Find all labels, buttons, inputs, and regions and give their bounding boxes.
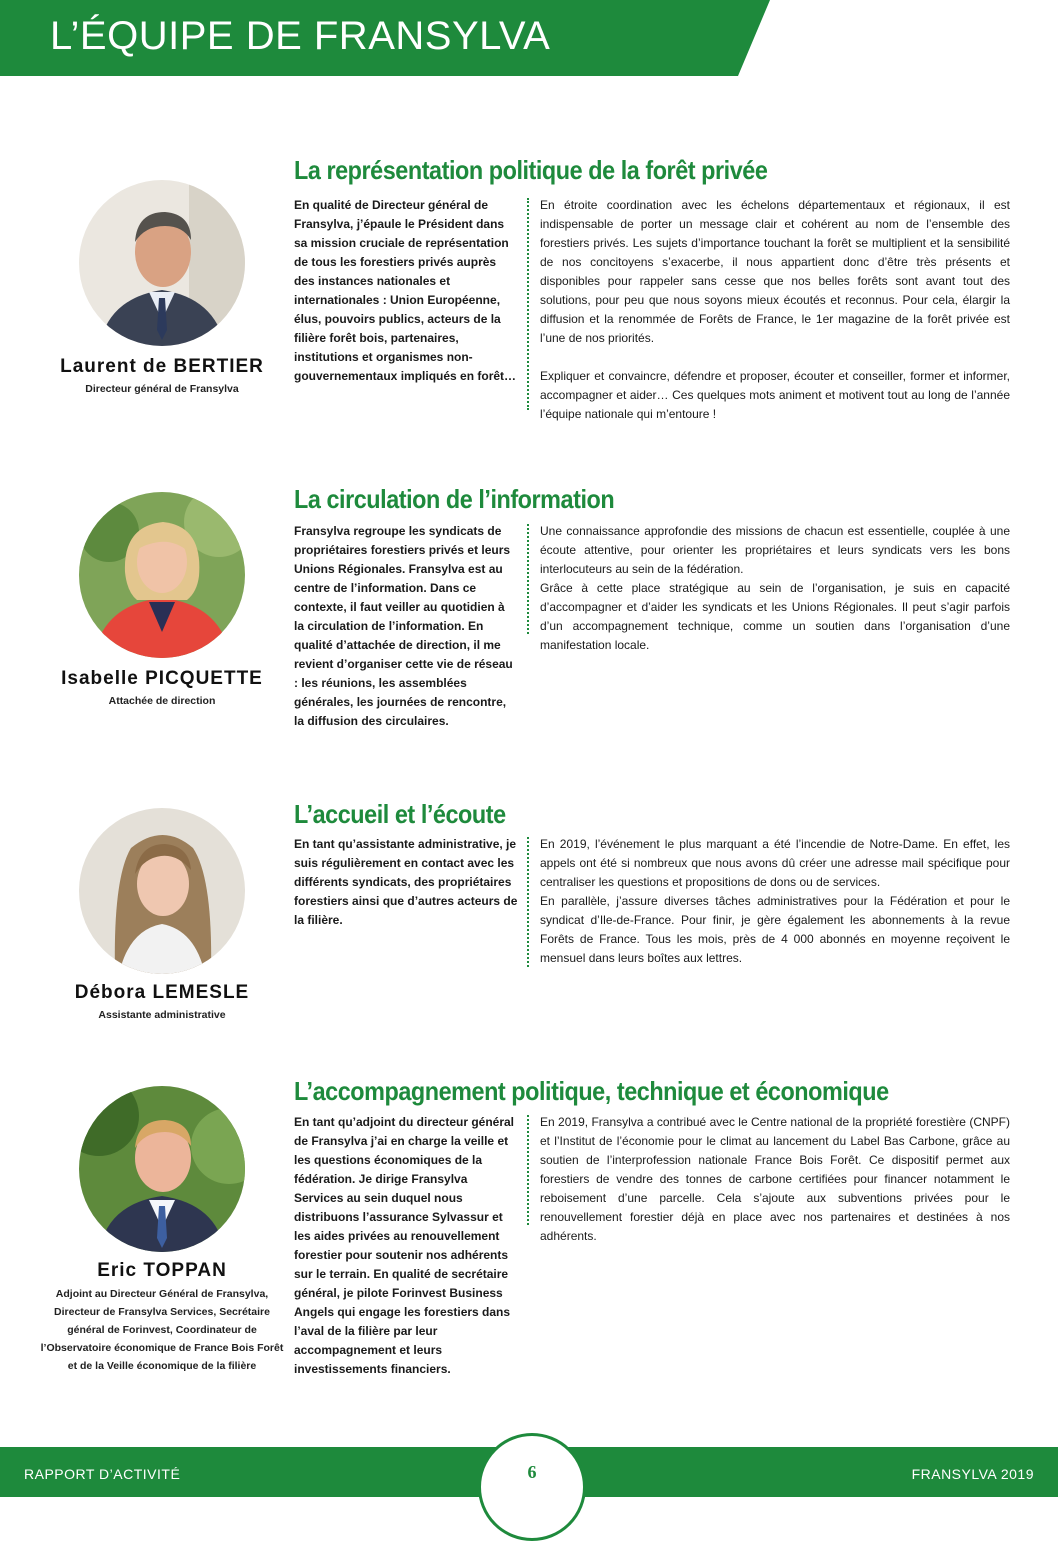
body-text	[540, 835, 1010, 968]
section-title-representation: La représentation politique de la forêt privée	[294, 155, 768, 185]
column-divider	[527, 524, 529, 634]
paragraph: En 2019, Fransylva a contribué avec le Centre national de la propriété forestière (CNPF) et l’Institut de l’économie pour le climat au lancement du Label Bas Carbone, grâce au soutien de l’interprofession nationale France Bois Forêt. Ce dispositif permet aux forestiers de vendre des tonnes de carbone certifiées pour financer notamment le reboisement d’une parcelle. Cela s’ajoute aux subventions privées pour le renouvellement forestier déjà en place avec nos partenaires et destinées à nos adhérents.	[540, 1115, 1010, 1243]
paragraph: Expliquer et convaincre, défendre et proposer, écouter et conseiller, former et informer, accompagner et aider… Ces quelques mots animent et motivent tout au long de l’année l’équipe nationale qui m’entoure !	[540, 369, 1010, 421]
body-text	[540, 1113, 1010, 1246]
footer-report-label: RAPPORT D’ACTIVITÉ	[24, 1466, 181, 1482]
column-divider	[527, 198, 529, 410]
section-title-information: La circulation de l’information	[294, 484, 615, 514]
paragraph: En 2019, l’événement le plus marquant a été l’incendie de Notre-Dame. En effet, les appels ont été si nombreux que nous avons dû créer une adresse mail spécifique pour centraliser les questions et propositions de dons ou de services.	[540, 837, 1010, 889]
lead-text: Fransylva regroupe les syndicats de propriétaires forestiers privés et leurs Unions Régionales. Fransylva est au centre de l’information. Dans ce contexte, il faut veiller au quotidien à la circulation de l’information. En qualité d’attachée de direction, il me revient d’organiser cette vie de réseau : les réunions, les assemblées générales, les journées de rencontre, la diffusion des circulaires.	[294, 524, 513, 728]
person-role: Directeur général de Fransylva	[85, 383, 239, 395]
section-title-accompagnement: L’accompagnement politique, technique et économique	[294, 1076, 889, 1106]
body-text	[540, 522, 1010, 655]
person-name: Laurent de BERTIER	[60, 356, 264, 377]
paragraph: En parallèle, j’assure diverses tâches administratives pour la Fédération et pour le syndicat d’Ile-de-France. Pour finir, je gère également les abonnements à la revue Forêts de France. Tous les mois, près de 4 000 abonnés en moyenne reçoivent le mensuel dans leurs boîtes aux lettres.	[540, 894, 1010, 965]
paragraph: En étroite coordination avec les échelons départementaux et régionaux, il est indispensable de porter un message clair et cohérent au nom de l’ensemble des forestiers privés. Les sujets d’importance touchant la forêt se multiplient et la sensibilité de nos concitoyens s’exacerbe, il nous appartient donc d’être très présents et disponibles pour rappeler sans cesse que nos belles forêts sont avant tout des solutions, pour peu que nous soyons mieux écoutés et reconnus. Pour cela, élargir la diffusion et la renommée de Forêts de France, le 1er magazine de la forêt privée est l’une de nos priorités.	[540, 198, 1010, 345]
person-role: Adjoint au Directeur Général de Fransylva, Directeur de Fransylva Services, Secrétaire général de Forinvest, Coordinateur de l’Observatoire économique de France Bois Forêt et de la Veille économique de la filière	[40, 1288, 284, 1372]
page-number-badge	[478, 1433, 586, 1541]
portrait-isabelle-picquette	[79, 492, 245, 658]
portrait-debora-lemesle	[79, 808, 245, 974]
lead-text: En tant qu’assistante administrative, je suis régulièrement en contact avec les différents syndicats, des propriétaires forestiers ainsi que d’autres acteurs de la filière.	[294, 837, 518, 927]
lead-text: En tant qu’adjoint du directeur général de Fransylva j’ai en charge la veille et les questions économiques de la fédération. Je dirige Fransylva Services au sein duquel nous distribuons l’assurance Sylvassur et les aides privées au renouvellement forestier pour soutenir nos adhérents sur le terrain. En qualité de secrétaire général, je pilote Forinvest Business Angels qui engage les forestiers dans l’aval de la filière par leur accompagnement et leurs investissements financiers.	[294, 1115, 515, 1376]
person-role: Assistante administrative	[98, 1009, 226, 1021]
person-name: Isabelle PICQUETTE	[61, 668, 263, 689]
portrait-eric-toppan	[79, 1086, 245, 1252]
page-title: L’ÉQUIPE DE FRANSYLVA	[50, 14, 551, 58]
lead-text: En qualité de Directeur général de Fransylva, j’épaule le Président dans sa mission cruciale de représentation de tous les forestiers privés auprès des instances nationales et internationales : Union Européenne, élus, pouvoirs publics, acteurs de la filière forêt bois, partenaires, institutions et organismes non-gouvernementaux impliqués en forêt…	[294, 198, 517, 383]
person-name: Débora LEMESLE	[74, 982, 250, 1003]
column-divider	[527, 837, 529, 967]
section-title-accueil: L’accueil et l’écoute	[294, 799, 506, 829]
paragraph: Une connaissance approfondie des missions de chacun est essentielle, couplée à une écoute attentive, pour orienter les propriétaires et leurs syndicats vers les bons interlocuteurs au sein de la fédération.	[540, 524, 1010, 576]
body-text	[540, 196, 1010, 424]
person-name: Eric TOPPAN	[97, 1260, 227, 1281]
footer-brand-year: FRANSYLVA 2019	[911, 1466, 1034, 1482]
person-role: Attachée de direction	[108, 695, 216, 707]
column-divider	[527, 1115, 529, 1225]
page-number: 6	[527, 1462, 537, 1482]
portrait-laurent-de-bertier	[79, 180, 245, 346]
paragraph: Grâce à cette place stratégique au sein de l’organisation, je suis en capacité d’accompagner et d’aider les syndicats et les Unions Régionales. Il peut s’agir parfois d’un accompagnement technique, comme un soutien dans l’organisation d’une manifestation locale.	[540, 581, 1010, 652]
